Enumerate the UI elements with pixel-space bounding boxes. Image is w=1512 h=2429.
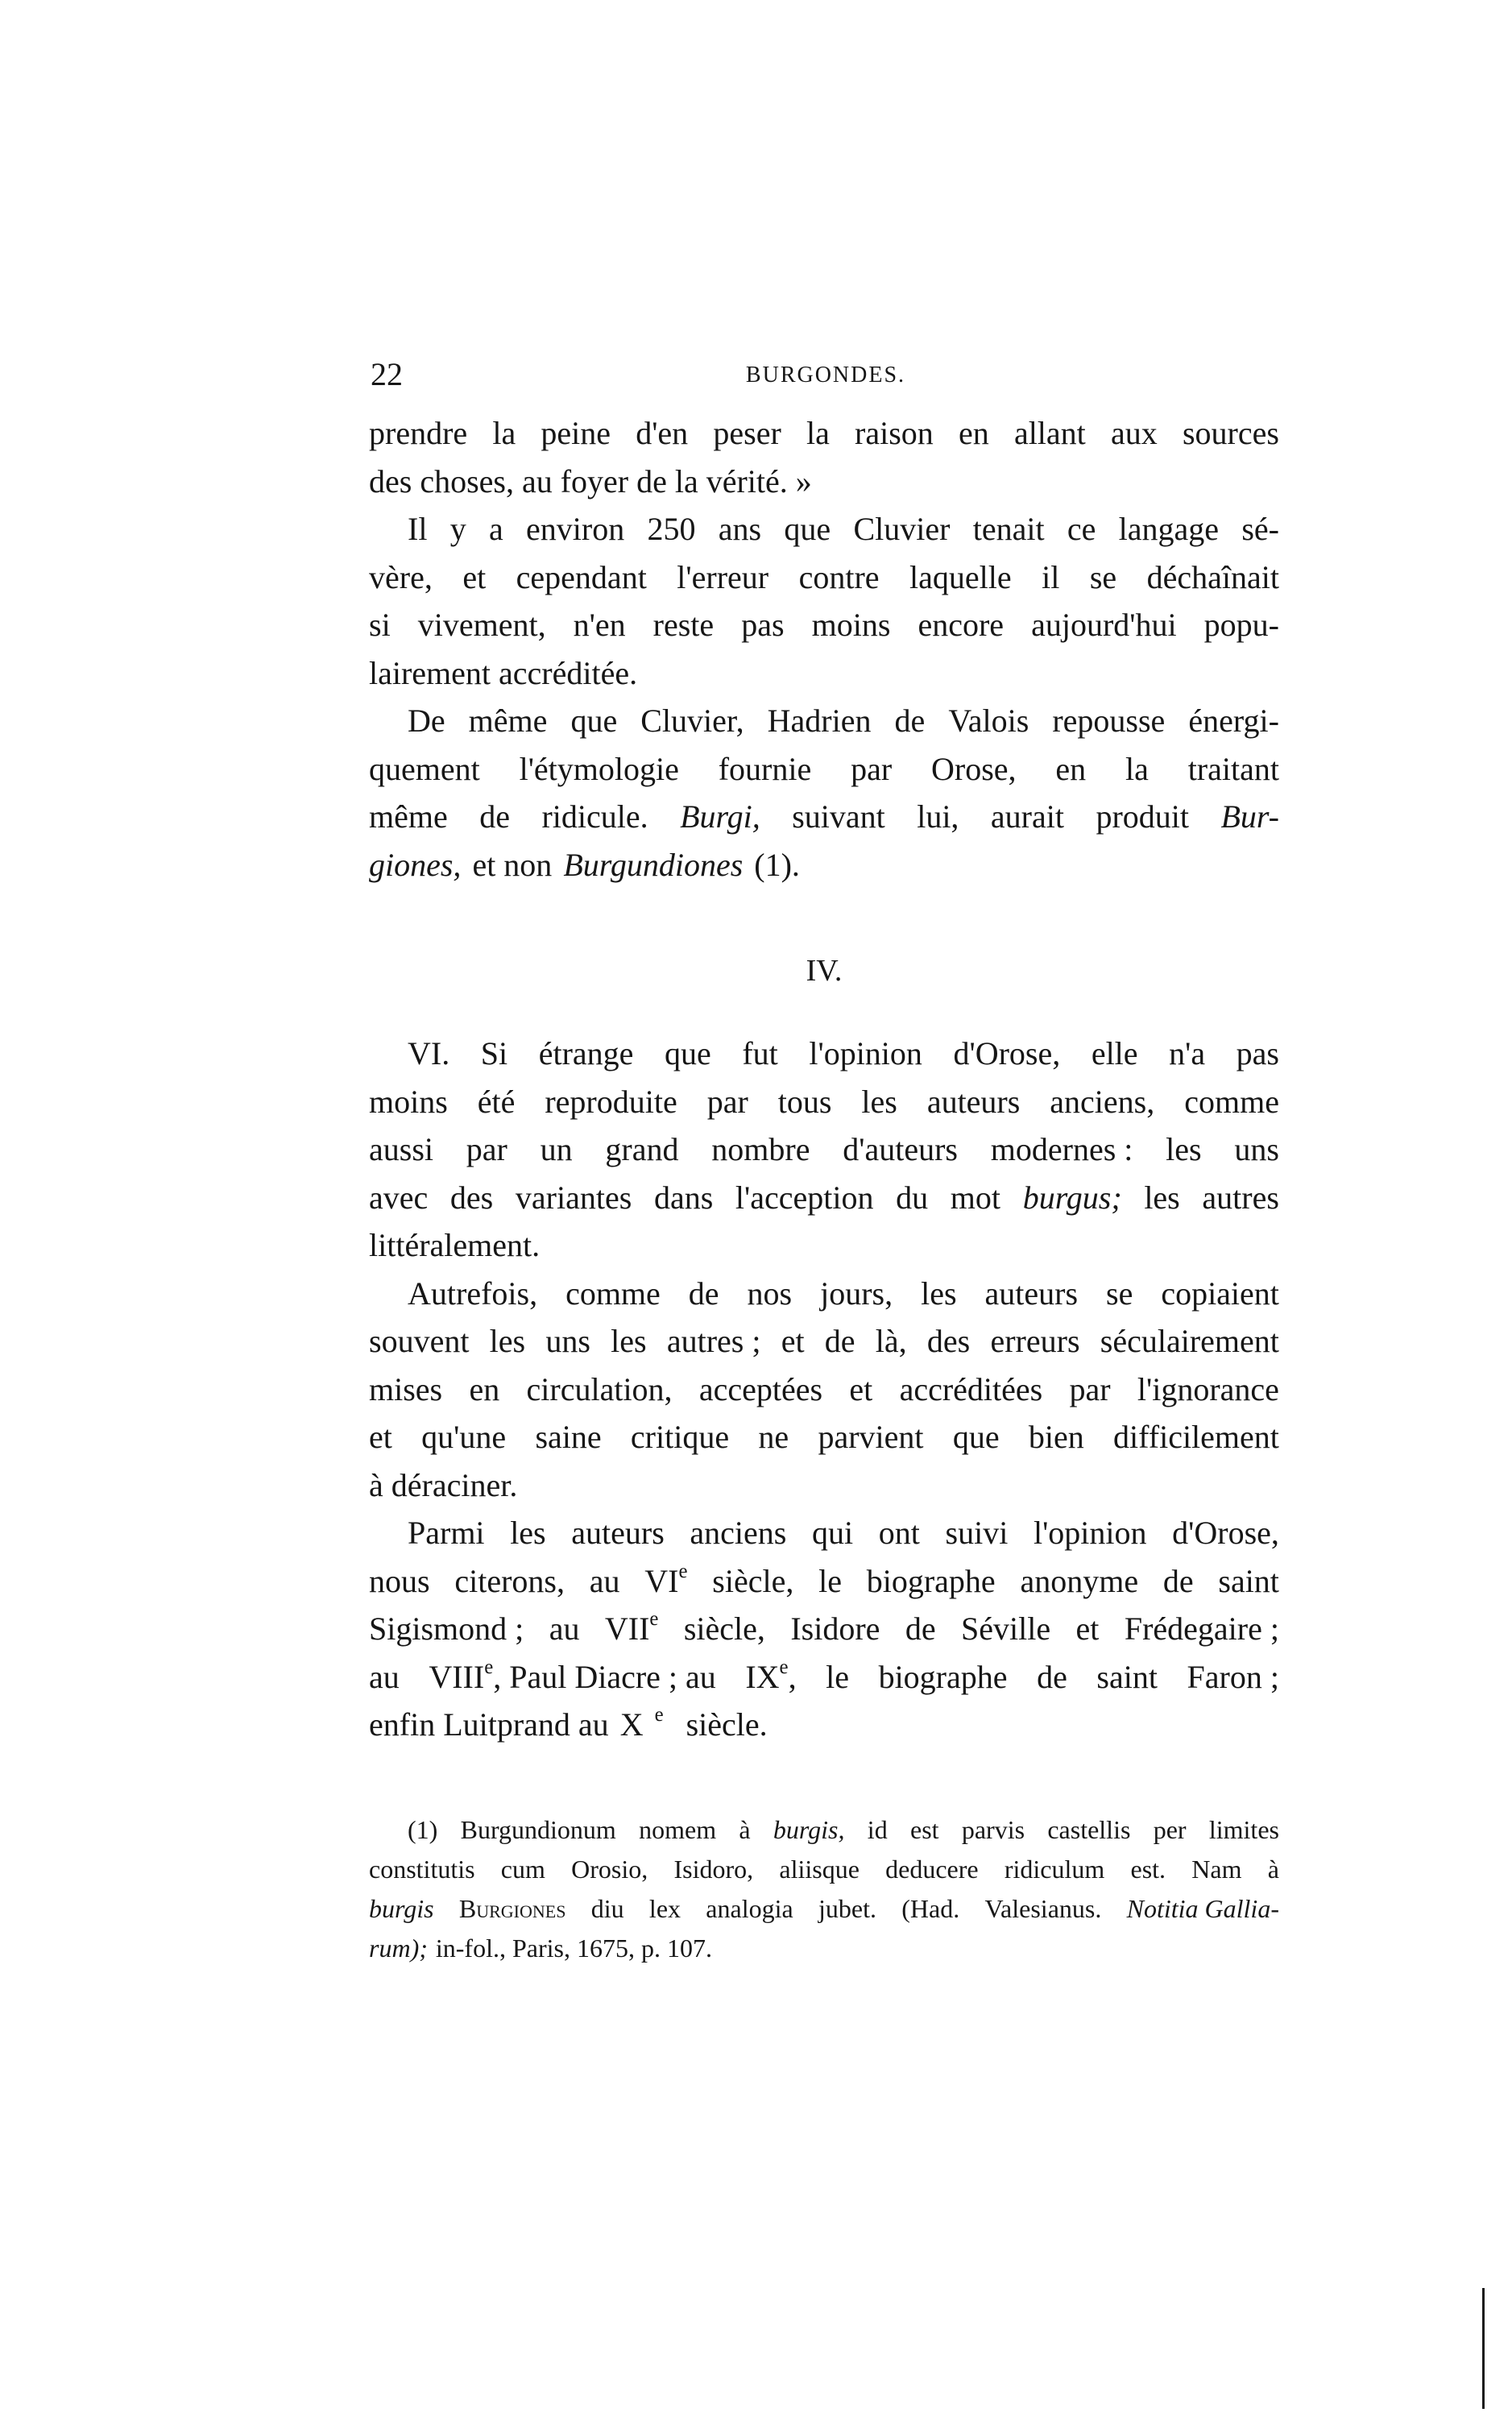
word: de xyxy=(479,798,510,835)
word: tous xyxy=(777,1083,832,1120)
word: pas xyxy=(1236,1035,1279,1071)
word: a xyxy=(489,511,503,547)
word: acceptées xyxy=(698,1370,823,1407)
word: du xyxy=(896,1179,929,1216)
word: aliisque xyxy=(779,1855,860,1884)
word: de xyxy=(894,703,926,739)
word: en xyxy=(1055,750,1087,787)
word: Isidore xyxy=(790,1610,880,1647)
word: est xyxy=(909,1815,939,1844)
superscript: e xyxy=(678,1560,688,1582)
line-text: littéralement. xyxy=(369,1227,541,1263)
page-header xyxy=(371,354,1281,403)
word: reproduite xyxy=(545,1083,677,1120)
word: limites xyxy=(1208,1815,1279,1844)
word: quement xyxy=(369,750,480,787)
word: les xyxy=(510,1515,546,1551)
word: par xyxy=(706,1083,748,1120)
word: d'Orose, xyxy=(953,1035,1061,1071)
word: à xyxy=(739,1815,751,1844)
italic-word: Burgi, xyxy=(680,798,760,835)
line-text: in-fol., Paris, 1675, p. 107. xyxy=(435,1934,712,1963)
word: l'opinion xyxy=(1033,1515,1147,1551)
word: biographe xyxy=(878,1658,1008,1695)
word: cum xyxy=(500,1855,545,1884)
word: per xyxy=(1153,1815,1187,1844)
word: parvis xyxy=(961,1815,1025,1844)
word: là, xyxy=(875,1323,907,1359)
word: sources xyxy=(1182,415,1279,451)
word: des xyxy=(449,1179,494,1216)
word: repousse xyxy=(1052,703,1166,739)
page-number: 22 xyxy=(371,356,403,392)
text-line xyxy=(369,1509,1279,1557)
word: laquelle xyxy=(909,558,1012,595)
word: Orosio, xyxy=(571,1855,648,1884)
word: les xyxy=(489,1323,526,1359)
text-line xyxy=(369,1461,1279,1510)
word: la xyxy=(806,415,830,451)
word: se xyxy=(1089,558,1117,595)
word: et xyxy=(462,558,487,595)
word: fut xyxy=(742,1035,778,1071)
word: auteurs xyxy=(571,1515,665,1551)
text-line xyxy=(369,1174,1279,1222)
superscript: e xyxy=(654,1704,664,1726)
text-line xyxy=(369,793,1279,841)
superscript: e xyxy=(779,1656,789,1678)
roman-numeral: IX xyxy=(745,1658,780,1695)
word: et xyxy=(849,1370,873,1407)
word: De xyxy=(408,703,445,739)
word: les xyxy=(861,1083,897,1120)
word: raison xyxy=(855,415,934,451)
word: grand xyxy=(605,1131,679,1167)
word: traitant xyxy=(1187,750,1279,787)
line-text: au xyxy=(369,1658,400,1695)
word: Valesianus. xyxy=(984,1894,1102,1923)
word: fournie xyxy=(718,750,812,787)
italic-word: Notitia Gallia- xyxy=(1126,1894,1279,1923)
line-text: des choses, au foyer de la vérité. » xyxy=(369,462,812,499)
word: en xyxy=(958,415,989,451)
italic-word: giones, xyxy=(369,846,462,883)
italic-word: rum); xyxy=(369,1934,428,1963)
small-caps-word: Burgiones xyxy=(458,1894,566,1923)
word: produit xyxy=(1096,798,1189,835)
word: modernes : xyxy=(990,1131,1133,1167)
word: l'étymologie xyxy=(519,750,679,787)
word: de xyxy=(824,1323,855,1359)
word: vère, xyxy=(369,558,433,595)
word: Frédegaire ; xyxy=(1124,1610,1279,1647)
word: Hadrien xyxy=(767,703,872,739)
word: par xyxy=(466,1131,507,1167)
word: 250 xyxy=(647,511,696,547)
word: souvent xyxy=(369,1323,470,1359)
word: auteurs xyxy=(926,1083,1021,1120)
word: même xyxy=(369,798,448,835)
word: les xyxy=(611,1323,647,1359)
word: par xyxy=(851,750,893,787)
roman-numeral: VII xyxy=(604,1610,650,1647)
text-line xyxy=(369,458,1279,506)
word: au xyxy=(549,1610,580,1647)
word: un xyxy=(540,1131,573,1167)
word: n'en xyxy=(573,607,626,643)
word: les xyxy=(921,1275,957,1312)
word: Il xyxy=(408,511,428,547)
word: jubet. xyxy=(818,1894,876,1923)
word: dans xyxy=(653,1179,714,1216)
italic-word: Burgundiones xyxy=(563,846,744,883)
footnote-line xyxy=(369,1929,1279,1968)
word: déchaînait xyxy=(1146,558,1279,595)
word: vivement, xyxy=(417,607,546,643)
word: saine xyxy=(535,1419,602,1455)
word: de xyxy=(688,1275,719,1312)
word: cependant xyxy=(516,558,647,595)
word: et xyxy=(369,1419,392,1455)
word: id xyxy=(867,1815,888,1844)
text-line xyxy=(369,1366,1279,1414)
footnote-line xyxy=(369,1889,1279,1929)
word: de xyxy=(905,1610,936,1647)
word: saint xyxy=(1096,1658,1158,1695)
word: allant xyxy=(1013,415,1086,451)
word: il xyxy=(1042,558,1060,595)
line-text: et non xyxy=(472,846,553,883)
word: comme xyxy=(565,1275,661,1312)
italic-word: burgis, xyxy=(773,1815,845,1844)
word: qu'une xyxy=(421,1419,507,1455)
word: (Had. xyxy=(901,1894,960,1923)
word: nos xyxy=(747,1275,793,1312)
text-line xyxy=(369,1030,1279,1078)
word: siècle, xyxy=(712,1562,794,1599)
word: à xyxy=(1267,1855,1279,1884)
word: analogia xyxy=(706,1894,793,1923)
word: encore xyxy=(918,607,1005,643)
word: nomem xyxy=(639,1815,717,1844)
text-line xyxy=(369,1557,1279,1606)
word: uns xyxy=(1234,1131,1279,1167)
word: constitutis xyxy=(369,1855,475,1884)
word: la xyxy=(492,415,516,451)
superscript: e xyxy=(649,1608,659,1631)
word: d'Orose, xyxy=(1172,1515,1279,1551)
italic-word: Bur- xyxy=(1220,798,1279,835)
word: ans xyxy=(718,511,762,547)
word: même xyxy=(468,703,548,739)
word: Burgundionum xyxy=(460,1815,616,1844)
word: aurait xyxy=(990,798,1064,835)
word: jours, xyxy=(820,1275,893,1312)
word: uns xyxy=(545,1323,590,1359)
word: comme xyxy=(1184,1083,1279,1120)
word: saint xyxy=(1218,1562,1279,1599)
line-text: enfin Luitprand au xyxy=(369,1706,609,1743)
word: peine xyxy=(541,415,611,451)
word: la xyxy=(1125,750,1149,787)
word: nous xyxy=(369,1562,430,1599)
word: moins xyxy=(811,607,891,643)
word: y xyxy=(449,511,466,547)
word: erreurs xyxy=(990,1323,1080,1359)
footnote-line xyxy=(369,1810,1279,1850)
word: auteurs xyxy=(984,1275,1079,1312)
italic-word: burgis xyxy=(369,1894,434,1923)
roman-numeral: VI xyxy=(644,1562,679,1599)
text-line xyxy=(369,649,1279,698)
roman-numeral: VIII xyxy=(429,1658,485,1695)
word: Isidoro, xyxy=(673,1855,754,1884)
word: ridiculum xyxy=(1004,1855,1105,1884)
word: l'ignorance xyxy=(1137,1370,1279,1407)
word: copiaient xyxy=(1161,1275,1279,1312)
word: suivi xyxy=(945,1515,1009,1551)
word: accréditées xyxy=(899,1370,1043,1407)
word: peser xyxy=(713,415,781,451)
text-line xyxy=(369,1270,1279,1318)
word: l'acception xyxy=(735,1179,874,1216)
text-line xyxy=(369,1653,1279,1702)
word: autres ; xyxy=(666,1323,761,1359)
word: anciens xyxy=(690,1515,787,1551)
word: diu xyxy=(590,1894,624,1923)
word: langage xyxy=(1118,511,1220,547)
word: VI. xyxy=(408,1035,450,1071)
footnote xyxy=(369,1810,1279,1968)
word: mot xyxy=(950,1179,1001,1216)
word: environ xyxy=(526,511,625,547)
word: séculairement xyxy=(1100,1323,1279,1359)
word: d'en xyxy=(636,415,689,451)
word: des xyxy=(926,1323,971,1359)
word: que xyxy=(570,703,618,739)
word: que xyxy=(952,1419,1000,1455)
line-text: lairement accréditée. xyxy=(369,654,638,691)
word: le xyxy=(826,1658,849,1695)
word: se xyxy=(1106,1275,1133,1312)
word: critique xyxy=(630,1419,730,1455)
word: si xyxy=(369,607,391,643)
word: ne xyxy=(758,1419,789,1455)
superscript: e xyxy=(484,1656,494,1678)
word: difficilement xyxy=(1113,1419,1279,1455)
word: en xyxy=(469,1370,500,1407)
word: Orose, xyxy=(930,750,1017,787)
word: et xyxy=(781,1323,805,1359)
word: au xyxy=(589,1562,620,1599)
word: et xyxy=(1075,1610,1100,1647)
text-line xyxy=(369,601,1279,649)
roman-numeral: X xyxy=(619,1706,644,1743)
text-line xyxy=(369,1317,1279,1366)
word: contre xyxy=(798,558,880,595)
word: Faron ; xyxy=(1187,1658,1279,1695)
text-line xyxy=(369,1221,1279,1270)
word: elle xyxy=(1091,1035,1138,1071)
running-head: BURGONDES. xyxy=(745,363,906,388)
century-numeral: IXe, xyxy=(745,1656,797,1695)
word: siècle, xyxy=(683,1610,765,1647)
text-line xyxy=(369,1701,1279,1749)
word: qui xyxy=(812,1515,854,1551)
word: lui, xyxy=(917,798,959,835)
word: pas xyxy=(741,607,785,643)
word: Parmi xyxy=(408,1515,485,1551)
word: étrange xyxy=(538,1035,634,1071)
word: biographe xyxy=(866,1562,996,1599)
word: castellis xyxy=(1047,1815,1131,1844)
word: l'erreur xyxy=(677,558,769,595)
line-text: , Paul Diacre ; au xyxy=(493,1658,716,1695)
word: aux xyxy=(1110,415,1158,451)
word: deducere xyxy=(885,1855,979,1884)
word: de xyxy=(1037,1658,1067,1695)
century-numeral xyxy=(644,1557,687,1606)
word: les xyxy=(1144,1179,1180,1216)
word: anonyme xyxy=(1020,1562,1139,1599)
word: été xyxy=(477,1083,516,1120)
word: les xyxy=(1166,1131,1202,1167)
text-line xyxy=(369,1078,1279,1126)
text-line xyxy=(369,409,1279,458)
text-line xyxy=(369,1413,1279,1461)
word: (1) xyxy=(408,1815,438,1844)
word: tenait xyxy=(972,511,1045,547)
footnote-line xyxy=(369,1850,1279,1889)
word: par xyxy=(1069,1370,1111,1407)
text-line xyxy=(369,1605,1279,1653)
word: Sigismond ; xyxy=(369,1610,524,1647)
italic-word: burgus; xyxy=(1022,1179,1122,1216)
word: est. xyxy=(1130,1855,1166,1884)
text-line xyxy=(369,505,1279,553)
century-numeral xyxy=(429,1653,715,1702)
word: moins xyxy=(369,1083,448,1120)
text-line xyxy=(369,1125,1279,1174)
text-line xyxy=(369,553,1279,602)
word: ridicule. xyxy=(541,798,648,835)
word: Autrefois, xyxy=(408,1275,538,1312)
word: reste xyxy=(652,607,715,643)
word: le xyxy=(818,1562,842,1599)
text-line xyxy=(369,697,1279,745)
word: sé- xyxy=(1241,511,1279,547)
word: lex xyxy=(648,1894,681,1923)
word: citerons, xyxy=(454,1562,565,1599)
word: que xyxy=(665,1035,711,1071)
word: aussi xyxy=(369,1131,433,1167)
word: circulation, xyxy=(526,1370,673,1407)
scan-edge-mark xyxy=(1482,2288,1485,2409)
text-block-lower xyxy=(369,1030,1279,1749)
word: bien xyxy=(1028,1419,1084,1455)
word: Cluvier, xyxy=(640,703,744,739)
word: mises xyxy=(369,1370,443,1407)
word: ont xyxy=(878,1515,920,1551)
word: prendre xyxy=(369,415,468,451)
word: autres xyxy=(1202,1179,1279,1216)
word: d'auteurs xyxy=(843,1131,958,1167)
word: anciens, xyxy=(1050,1083,1155,1120)
line-text: à déraciner. xyxy=(369,1466,518,1503)
word: parvient xyxy=(818,1419,924,1455)
word: variantes xyxy=(515,1179,632,1216)
text-line xyxy=(369,745,1279,794)
word: Nam xyxy=(1191,1855,1242,1884)
word: Séville xyxy=(961,1610,1051,1647)
century-numeral xyxy=(605,1605,659,1653)
word: de xyxy=(1162,1562,1194,1599)
section-heading: IV. xyxy=(806,954,843,988)
century-numeral xyxy=(620,1701,675,1749)
word: aujourd'hui xyxy=(1031,607,1177,643)
line-text: siècle. xyxy=(686,1706,768,1743)
word: Valois xyxy=(948,703,1029,739)
word: Si xyxy=(480,1035,508,1071)
word: n'a xyxy=(1169,1035,1206,1071)
word: énergi- xyxy=(1188,703,1279,739)
word: suivant xyxy=(792,798,885,835)
text-line xyxy=(369,841,1279,889)
word: l'opinion xyxy=(809,1035,922,1071)
word: ce xyxy=(1067,511,1096,547)
word: nombre xyxy=(711,1131,810,1167)
word: popu- xyxy=(1203,607,1279,643)
text-block-upper xyxy=(369,409,1279,889)
word: que xyxy=(784,511,831,547)
footnote-ref: (1). xyxy=(754,846,800,883)
word: Cluvier xyxy=(853,511,951,547)
word: avec xyxy=(369,1179,429,1216)
